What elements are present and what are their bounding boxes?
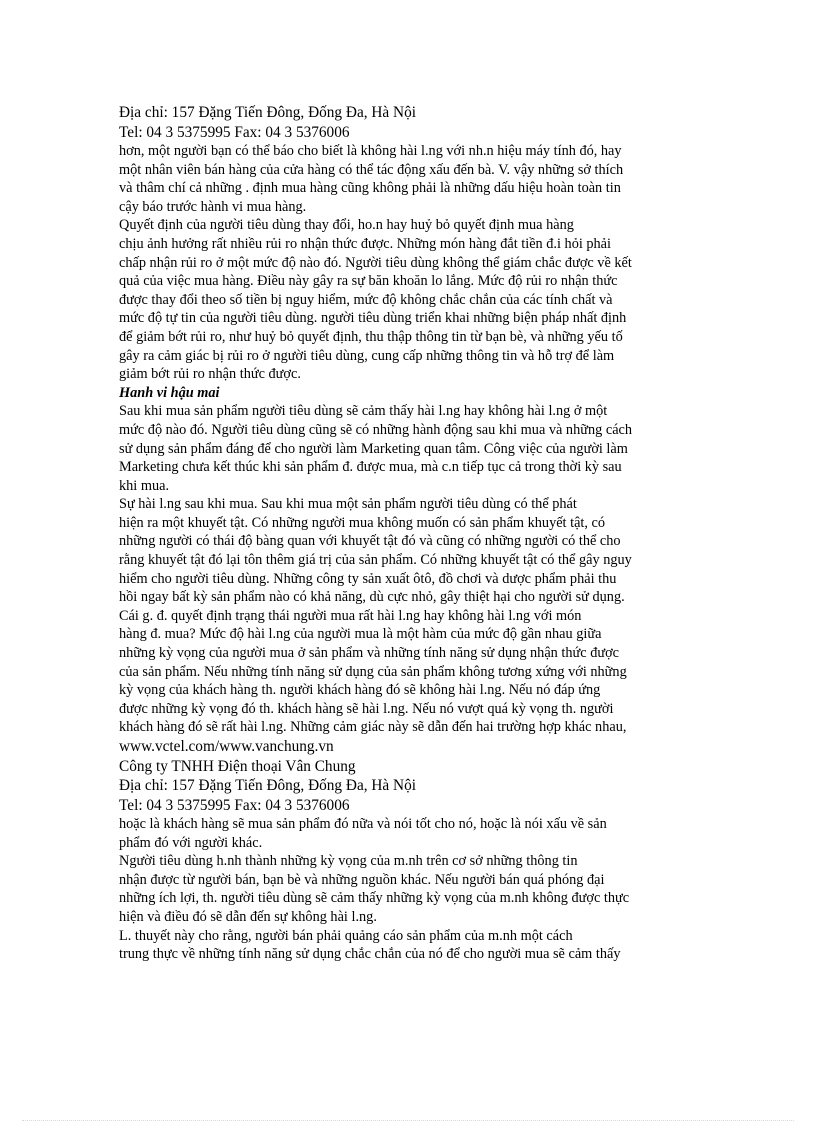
text-line: gây ra cảm giác bị rủi ro ở người tiêu dùng, cung cấp những thông tin và hỗ trợ để làm [119, 347, 615, 364]
text-line: cậy báo trước hành vi mua hàng. [119, 198, 307, 215]
text-line: một nhân viên bán hàng của cửa hàng có thể tác động xấu đến bà. V. vậy những sở thích [119, 161, 624, 178]
text-line: mức độ tự tin của người tiêu dùng. người tiêu dùng triển khai những biện pháp nhất định [119, 310, 627, 327]
text-line: chấp nhận rủi ro ở một mức độ nào đó. Người tiêu dùng không thể giám chắc được về kết [119, 254, 632, 271]
text-line: hiện ra một khuyết tật. Có những người mua không muốn có sản phẩm khuyết tật, có [119, 514, 606, 531]
text-line: rằng khuyết tật đó lại tôn thêm giá trị của sản phẩm. Có những khuyết tật có thể gây nguy [119, 552, 632, 569]
company-name: Công ty TNHH Điện thoại Vân Chung [119, 757, 356, 775]
text-line: hiểm cho người tiêu dùng. Những công ty sản xuất ôtô, đồ chơi và dược phẩm phải thu [119, 570, 617, 587]
text-line: những người có thái độ bàng quan với khuyết tật đó và cũng có những người có thể cho [119, 533, 621, 550]
text-line: hồi ngay bất kỳ sản phẩm nào có khả năng, dù cực nhỏ, gây thiệt hại cho người sử dụng. [119, 589, 625, 606]
text-line: kỳ vọng của khách hàng th. người khách hàng đó sẽ không hài l.ng. Nếu nó đáp ứng [119, 682, 601, 699]
text-line: của sản phẩm. Nếu những tính năng sử dụng của sản phẩm không tương xứng với những [119, 663, 627, 680]
text-line: khi mua. [119, 477, 170, 494]
address-line: Địa chỉ: 157 Đặng Tiến Đông, Đống Đa, Hà Nội [119, 777, 416, 794]
text-line: Cái g. đ. quyết định trạng thái người mua rất hài l.ng hay không hài l.ng với món [119, 607, 582, 624]
text-line: giảm bớt rủi ro nhận thức được. [119, 366, 301, 383]
text-line: quả của việc mua hàng. Điều này gây ra sự băn khoăn lo lắng. Mức độ rủi ro nhận thức [119, 273, 618, 290]
text-line: sử dụng sản phẩm đáng để cho người làm Marketing quan tâm. Công việc của người làm [119, 440, 628, 457]
text-line: hàng đ. mua? Mức độ hài l.ng của người mua là một hàm của mức độ gần nhau giữa [119, 626, 602, 643]
text-line: phẩm đó với người khác. [119, 834, 263, 851]
text-line: mức độ nào đó. Người tiêu dùng cũng sẽ có những hành động sau khi mua và những cách [119, 421, 633, 438]
paragraph-block-1 [119, 142, 699, 384]
text-line: nhận được từ người bán, bạn bè và những nguồn khác. Nếu người bán quá phóng đại [119, 871, 605, 888]
text-line: khách hàng đó sẽ rất hài l.ng. Những cảm giác này sẽ dẫn đến hai trường hợp khác nhau, [119, 719, 627, 736]
section-heading: Hanh vi hậu mai [119, 384, 220, 401]
text-line: trung thực về những tính năng sử dụng chắc chắn của nó để cho người mua sẽ cảm thấy [119, 946, 621, 963]
paragraph-block-2 [119, 402, 699, 737]
phone-fax-line: Tel: 04 3 5375995 Fax: 04 3 5376006 [119, 796, 350, 814]
document-body [119, 103, 699, 964]
text-line: hơn, một người bạn có thể báo cho biết là không hài l.ng với nh.n hiệu máy tính đó, hay [119, 143, 622, 159]
text-line: những ích lợi, th. người tiêu dùng sẽ cảm thấy những kỳ vọng của m.nh không được thực [119, 890, 630, 907]
text-line: Người tiêu dùng h.nh thành những kỳ vọng của m.nh trên cơ sở những thông tin [119, 853, 578, 870]
text-line: được những kỳ vọng đó th. khách hàng sẽ hài l.ng. Nếu nó vượt quá kỳ vọng th. người [119, 700, 614, 717]
text-line: hoặc là khách hàng sẽ mua sản phẩm đó nữa và nói tốt cho nó, hoặc là nói xấu về sản [119, 816, 607, 832]
text-line: Sau khi mua sản phẩm người tiêu dùng sẽ cảm thấy hài l.ng hay không hài l.ng ở một [119, 403, 608, 420]
text-line: L. thuyết này cho rằng, người bán phải quảng cáo sản phẩm của m.nh một cách [119, 927, 573, 944]
text-line: để giảm bớt rủi ro, như huỷ bỏ quyết định, thu thập thông tin từ bạn bè, và những yếu tố [119, 328, 623, 345]
text-line: những kỳ vọng của người mua ở sản phẩm và những tính năng sử dụng nhận thức được [119, 645, 619, 662]
page-bottom-divider [22, 1120, 794, 1121]
text-line: Quyết định của người tiêu dùng thay đổi, ho.n hay huỷ bỏ quyết định mua hàng [119, 217, 574, 234]
text-line: Marketing chưa kết thúc khi sản phẩm đ. được mua, mà c.n tiếp tục cả trong thời kỳ sau [119, 459, 622, 476]
text-line: hiện và điều đó sẽ dẫn đến sự không hài l.ng. [119, 908, 377, 925]
text-line: Sự hài l.ng sau khi mua. Sau khi mua một sản phẩm người tiêu dùng có thể phát [119, 496, 577, 513]
text-line: được thay đổi theo số tiền bị nguy hiểm, mức độ không chắc chắn của các tính chất và [119, 291, 613, 308]
text-line: chịu ảnh hưởng rất nhiều rủi ro nhận thức được. Những món hàng đắt tiền đ.i hỏi phải [119, 235, 611, 252]
text-line: và thâm chí cả những . định mua hàng cũng không phải là những dấu hiệu hoàn toàn tin [119, 180, 621, 197]
address-line: Địa chỉ: 157 Đặng Tiến Đông, Đống Đa, Hà Nội [119, 104, 416, 121]
website-line: www.vctel.com/www.vanchung.vn [119, 738, 334, 755]
phone-fax-line: Tel: 04 3 5375995 Fax: 04 3 5376006 [119, 123, 350, 141]
paragraph-block-3 [119, 815, 699, 964]
